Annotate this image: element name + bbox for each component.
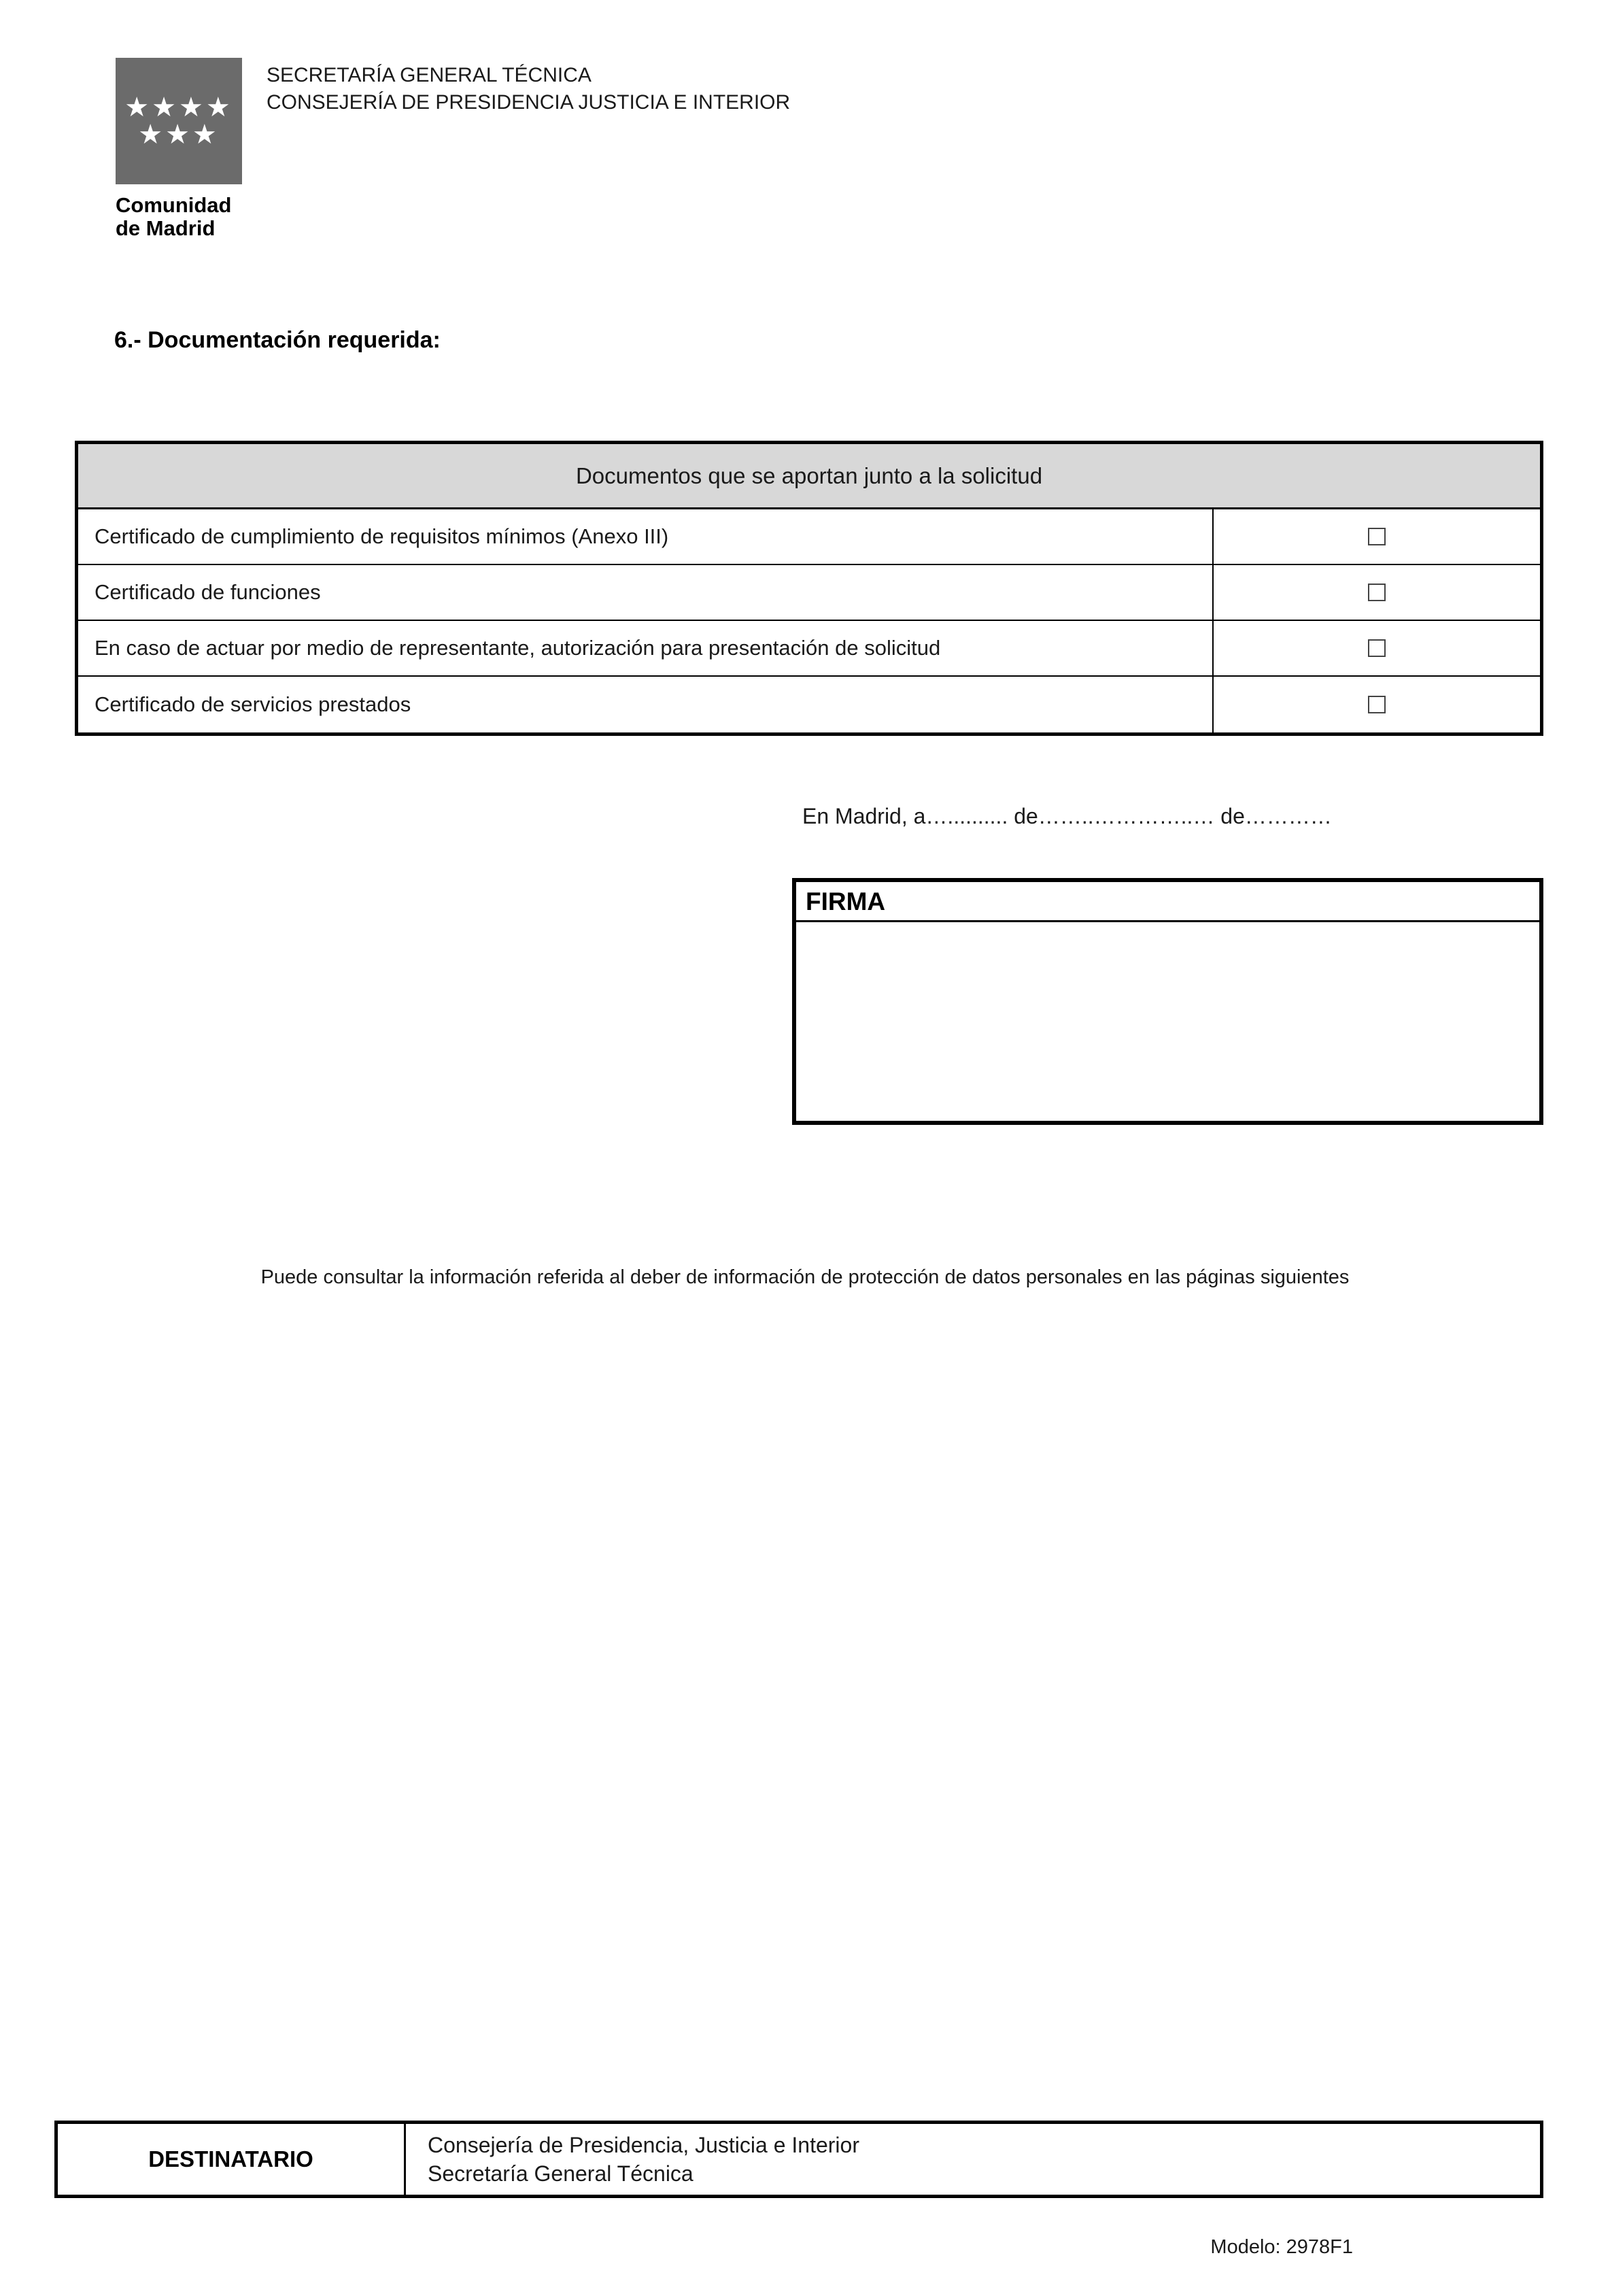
destinatario-value bbox=[406, 2124, 1540, 2195]
model-number: Modelo: 2978F1 bbox=[1210, 2236, 1353, 2258]
table-row bbox=[78, 677, 1540, 732]
section-title: 6.- Documentación requerida: bbox=[114, 327, 441, 353]
privacy-note: Puede consultar la información referida al deber de información de protección de datos personales en las páginas siguientes bbox=[260, 1266, 1350, 1288]
logo-caption bbox=[116, 194, 245, 240]
checkbox-cell bbox=[1214, 677, 1540, 732]
date-line: En Madrid, a….......... de……..…………..… de………… bbox=[802, 804, 1332, 828]
table-row bbox=[78, 621, 1540, 677]
comunidad-madrid-logo bbox=[116, 58, 245, 240]
organization-header bbox=[267, 58, 790, 116]
document-label: En caso de actuar por medio de representante, autorización para presentación de solicitud bbox=[78, 621, 1214, 675]
logo-caption-line2: de Madrid bbox=[116, 216, 216, 240]
checkbox-row-1[interactable] bbox=[1368, 528, 1386, 545]
table-row bbox=[78, 565, 1540, 621]
logo-caption-line1: Comunidad bbox=[116, 193, 232, 217]
checkbox-row-3[interactable] bbox=[1368, 639, 1386, 657]
checkbox-cell bbox=[1214, 565, 1540, 620]
org-line2: CONSEJERÍA DE PRESIDENCIA JUSTICIA E INTERIOR bbox=[267, 91, 791, 114]
document-label: Certificado de funciones bbox=[78, 565, 1214, 620]
stars-row-top-icon: ★★★★ bbox=[124, 92, 233, 122]
checkbox-cell bbox=[1214, 621, 1540, 675]
checkbox-cell bbox=[1214, 509, 1540, 564]
destinatario-label: DESTINATARIO bbox=[58, 2124, 406, 2195]
signature-area[interactable] bbox=[796, 922, 1539, 1121]
document-label: Certificado de cumplimiento de requisitos mínimos (Anexo III) bbox=[78, 509, 1214, 564]
destinatario-value-line2: Secretaría General Técnica bbox=[428, 2161, 693, 2186]
signature-box bbox=[792, 878, 1543, 1125]
documents-table bbox=[75, 441, 1543, 736]
org-line1: SECRETARÍA GENERAL TÉCNICA bbox=[267, 64, 592, 86]
madrid-flag-icon bbox=[116, 58, 242, 184]
checkbox-row-4[interactable] bbox=[1368, 696, 1386, 713]
destinatario-value-line1: Consejería de Presidencia, Justicia e Interior bbox=[428, 2133, 859, 2157]
stars-row-bottom-icon: ★★★ bbox=[138, 120, 220, 150]
table-row bbox=[78, 509, 1540, 565]
page-header bbox=[0, 0, 1610, 240]
documents-table-header: Documentos que se aportan junto a la solicitud bbox=[78, 444, 1540, 509]
signature-label: FIRMA bbox=[796, 882, 1539, 922]
document-label: Certificado de servicios prestados bbox=[78, 677, 1214, 732]
checkbox-row-2[interactable] bbox=[1368, 584, 1386, 601]
destinatario-table bbox=[54, 2121, 1543, 2198]
